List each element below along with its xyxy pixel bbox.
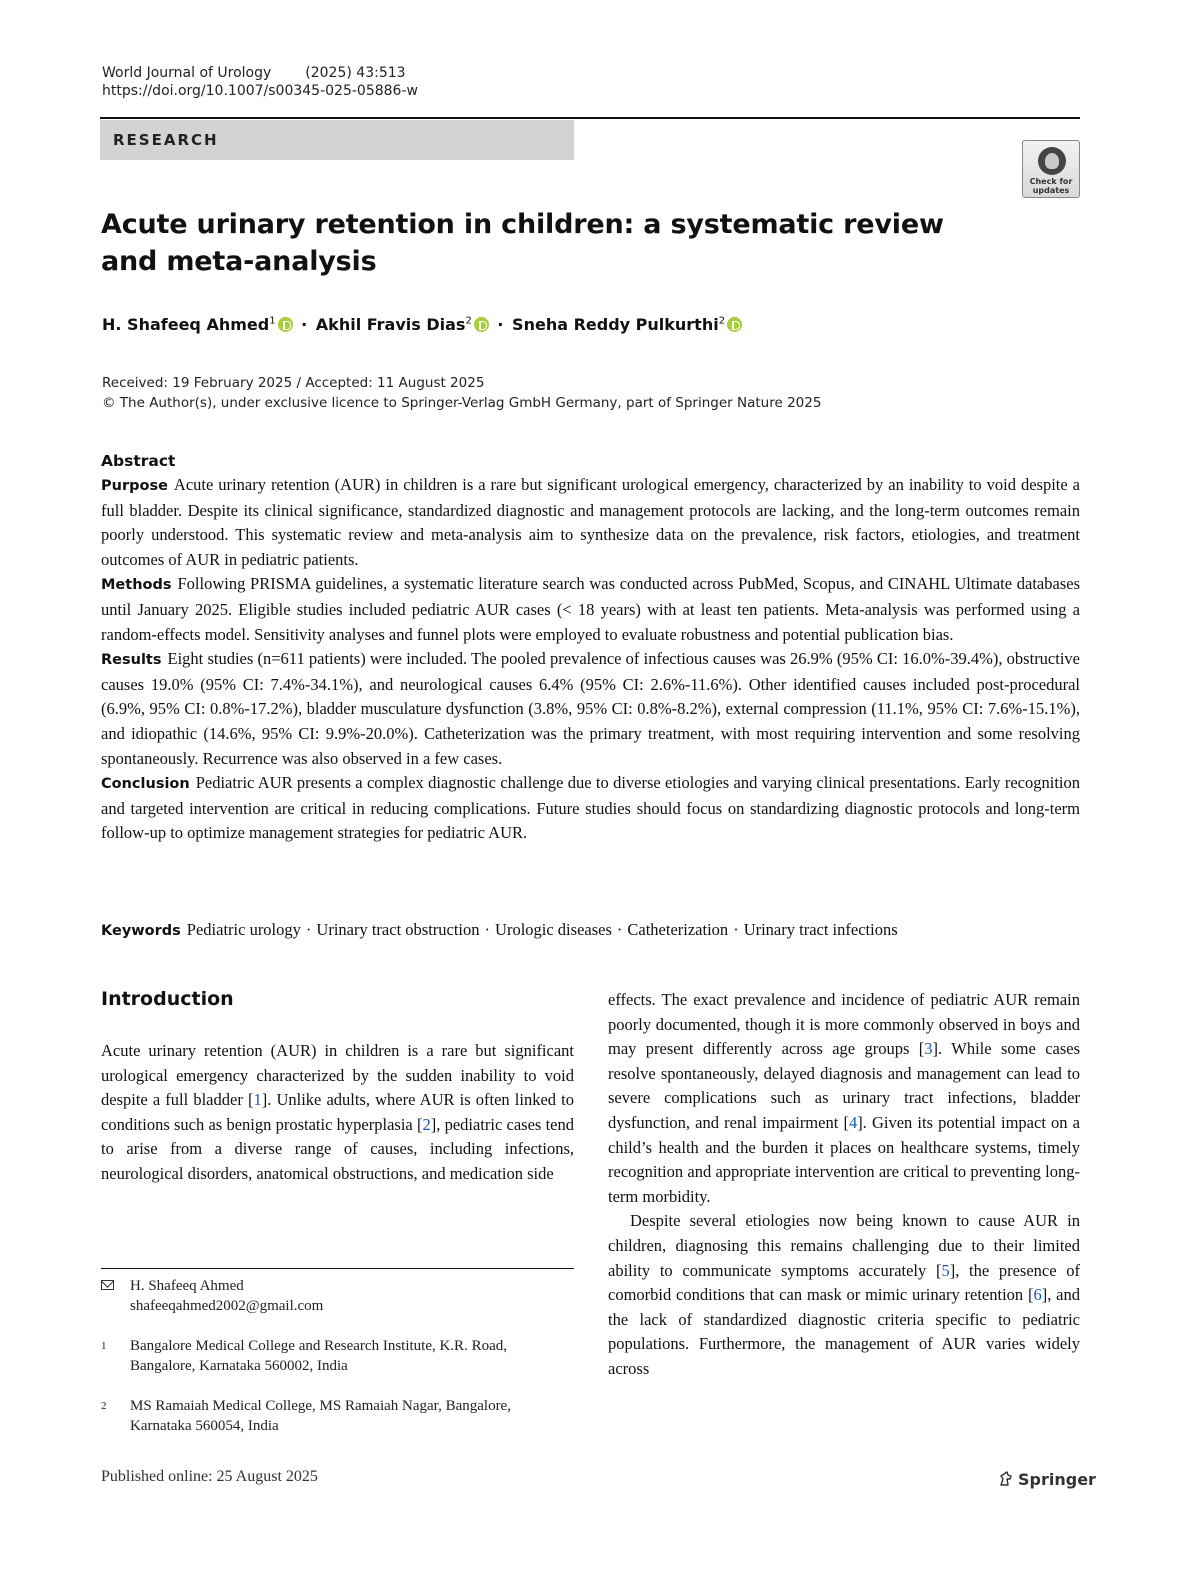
abstract-methods	[101, 572, 1080, 647]
citation-link[interactable]: 5	[941, 1260, 950, 1280]
purpose-text: Acute urinary retention (AUR) in children is a rare but significant urological emergency, characterized by an inability to void despite a full bladder. Despite its clinical significance, standardized diagnostic and management protocols are lacking, and the long-term outcomes remain poorly understood. This systematic review and meta-analysis aim to synthesize data on the prevalence, risk factors, etiologies, and treatment outcomes of AUR in pediatric patients.	[101, 475, 1080, 569]
intro-paragraph-1-continued: effects. The exact prevalence and incidence of pediatric AUR remain poorly documented, though it is more commonly observed in boys and may present differently across age groups [3]. While some cases resolve spontaneously, delayed diagnosis and management can lead to severe complications such as urinary tract infections, bladder dysfunction, and renal impairment [4]. Given its potential impact on a child’s health and the burden it places on healthcare systems, timely recognition and appropriate intervention are critical to preventing long-term morbidity.	[608, 990, 1081, 1206]
citation-link[interactable]: 3	[924, 1039, 933, 1059]
crossmark-text: Check for updates	[1029, 177, 1073, 195]
orcid-icon[interactable]	[727, 317, 742, 332]
author-affiliation: 2	[718, 316, 726, 327]
springer-horse-icon	[998, 1471, 1014, 1487]
footnotes	[101, 1276, 574, 1456]
author-2	[316, 315, 472, 334]
crossmark-icon	[1038, 147, 1066, 175]
keyword: Urologic diseases	[495, 920, 612, 939]
affiliation-text: Bangalore Medical College and Research Institute, K.R. Road, Bangalore, Karnataka 560002, India	[130, 1338, 507, 1374]
orcid-icon[interactable]	[278, 317, 293, 332]
methods-text: Following PRISMA guidelines, a systematic literature search was conducted across PubMed, Scopus, and CINAHL Ultimate databases until January 2025. Eligible studies included pediatric AUR cases (< 18 years) with at least ten patients. Meta-analysis was performed using a random-effects model. Sensitivity analyses and funnel plots were employed to evaluate robustness and potential publication bias.	[101, 574, 1080, 644]
abstract-purpose	[101, 473, 1080, 572]
author-1	[102, 315, 276, 334]
received-accepted: Received: 19 February 2025 / Accepted: 11 August 2025	[102, 375, 485, 391]
header-rule	[100, 117, 1080, 119]
citation-link[interactable]: 6	[1033, 1285, 1042, 1305]
corresponding-author	[101, 1276, 574, 1316]
email-icon	[101, 1280, 114, 1290]
check-for-updates-badge[interactable]	[1022, 140, 1080, 198]
publisher-logo	[998, 1469, 1096, 1491]
intro-paragraph-2: Despite several etiologies now being known to cause AUR in children, diagnosing this remains challenging due to their limited ability to communicate symptoms accurately [5], the presence of comorbid conditions that can mask or mimic urinary retention [6], and the lack of standardized diagnostic criteria specific to pediatric populations. Furthermore, the management of AUR varies widely across	[608, 1211, 1081, 1378]
affiliation-1	[101, 1336, 574, 1376]
body-column-right	[608, 988, 1080, 1382]
keywords-label: Keywords	[101, 923, 181, 939]
author-affiliation: 2	[465, 316, 472, 327]
results-label: Results	[101, 652, 162, 669]
keyword: Urinary tract infections	[743, 920, 898, 939]
affiliation-text: MS Ramaiah Medical College, MS Ramaiah Nagar, Bangalore, Karnataka 560054, India	[130, 1398, 511, 1434]
results-text: Eight studies (n=611 patients) were included. The pooled prevalence of infectious causes was 26.9% (95% CI: 16.0%-39.4%), obstructive causes 19.0% (95% CI: 7.4%-34.1%), and neurological causes 6.4% (95% CI: 2.6%-11.6%). Other identified causes included post-procedural (6.9%, 95% CI: 0.8%-17.2%), bladder musculature dysfunction (3.8%, 95% CI: 0.8%-8.2%), external compression (11.1%, 95% CI: 7.6%-15.1%), and idiopathic (14.6%, 95% CI: 9.9%-20.0%). Catheterization was the primary treatment, with most requiring intervention and some resolving spontaneously. Recurrence was also observed in a few cases.	[101, 649, 1080, 768]
corresponding-name: H. Shafeeq Ahmed	[130, 1278, 244, 1294]
keyword: Catheterization	[627, 920, 729, 939]
journal-header	[102, 64, 418, 100]
author-affiliation: 1	[269, 316, 276, 327]
purpose-label: Purpose	[101, 478, 168, 494]
body-column-left	[101, 1039, 574, 1187]
abstract-heading: Abstract	[101, 452, 176, 470]
author-name: Sneha Reddy Pulkurthi	[512, 315, 719, 335]
author-name: Akhil Fravis Dias	[315, 315, 466, 335]
abstract-conclusion	[101, 771, 1080, 846]
article-title: Acute urinary retention in children: a systematic review and meta-analysis	[101, 209, 944, 277]
doi-link[interactable]: https://doi.org/10.1007/s00345-025-05886-w	[102, 83, 418, 99]
section-label: RESEARCH	[100, 120, 574, 160]
abstract	[101, 449, 1080, 846]
keywords: Keywords Pediatric urology · Urinary tract obstruction · Urologic diseases · Catheterization · Urinary tract infections	[101, 920, 898, 939]
author-3	[512, 315, 725, 334]
author-name: H. Shafeeq Ahmed	[102, 315, 270, 335]
abstract-results	[101, 647, 1080, 771]
affiliation-number: 2	[101, 1400, 107, 1412]
affiliation-2	[101, 1396, 574, 1436]
published-online: Published online: 25 August 2025	[101, 1468, 318, 1485]
article-dates	[102, 373, 821, 413]
conclusion-label: Conclusion	[101, 776, 190, 793]
citation-link[interactable]: 1	[253, 1090, 262, 1110]
methods-label: Methods	[101, 577, 172, 594]
citation-link[interactable]: 4	[848, 1112, 858, 1132]
journal-name: World Journal of Urology	[102, 65, 272, 81]
introduction-heading: Introduction	[101, 988, 234, 1010]
keyword: Pediatric urology	[186, 920, 301, 939]
affiliation-number: 1	[101, 1340, 107, 1352]
intro-paragraph-1: Acute urinary retention (AUR) in children is a rare but significant urological emergency characterized by the sudden inability to void despite a full bladder [1]. Unlike adults, where AUR is often linked to conditions such as benign prostatic hyperplasia [2], pediatric cases tend to arise from a diverse range of causes, including infections, neurological disorders, anatomical obstructions, and medication side	[101, 1041, 575, 1183]
journal-volume: (2025) 43:513	[305, 65, 406, 81]
footnote-rule	[101, 1268, 574, 1269]
author-list: H. Shafeeq Ahmed$^1$ · Akhil Fravis Dias$^2$ · Sneha Reddy Pulkurthi$^2$	[102, 311, 742, 336]
corresponding-email[interactable]: shafeeqahmed2002@gmail.com	[130, 1298, 324, 1314]
conclusion-text: Pediatric AUR presents a complex diagnostic challenge due to diverse etiologies and varying clinical presentations. Early recognition and targeted intervention are critical in reducing complications. Future studies should focus on standardizing diagnostic protocols and long-term follow-up to optimize management strategies for pediatric AUR.	[101, 773, 1080, 843]
citation-link[interactable]: 2	[422, 1114, 431, 1134]
keyword: Urinary tract obstruction	[316, 920, 480, 939]
copyright-line: © The Author(s), under exclusive licence to Springer-Verlag GmbH Germany, part of Springer Nature 2025	[102, 395, 822, 411]
orcid-icon[interactable]	[474, 317, 489, 332]
publisher-name: Springer	[1018, 1470, 1096, 1489]
